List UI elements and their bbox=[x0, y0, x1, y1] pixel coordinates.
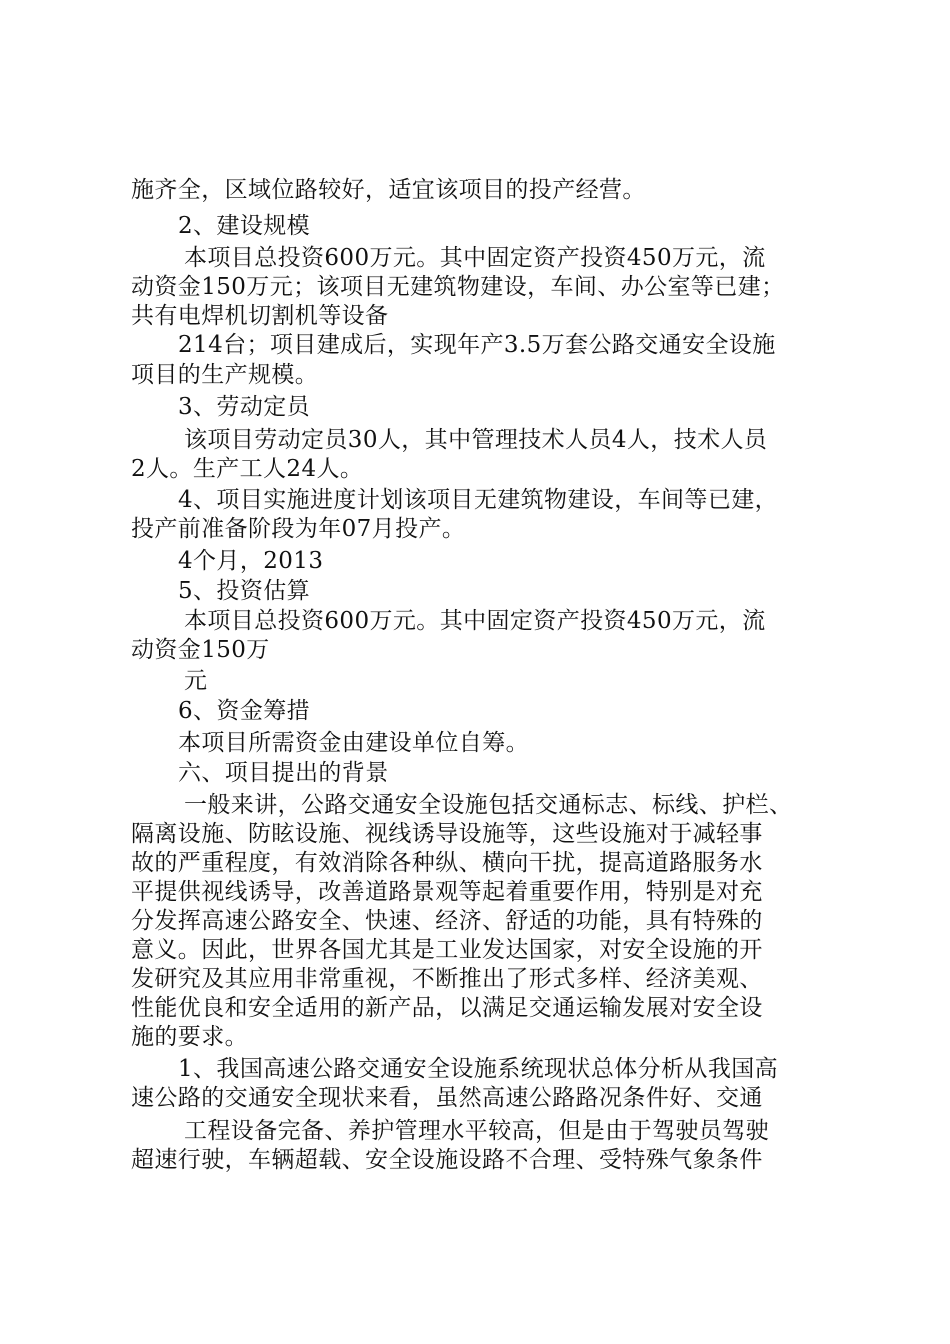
chapter-heading: 六、项目提出的背景 bbox=[178, 760, 389, 786]
text-line: 本项目所需资金由建设单位自筹。 bbox=[178, 730, 529, 756]
text-line: 元 bbox=[184, 668, 208, 694]
section-heading: 4、项目实施进度计划该项目无建筑物建设，车间等已建， bbox=[178, 487, 779, 513]
text-line: 本项目总投资600万元。其中固定资产投资450万元，流 bbox=[184, 245, 766, 271]
text-line: 动资金150万 bbox=[131, 637, 270, 663]
text-line: 4个月，2013 bbox=[178, 548, 324, 574]
text-line: 意义。因此，世界各国尤其是工业发达国家，对安全设施的开 bbox=[131, 937, 763, 963]
text-line: 项目的生产规模。 bbox=[131, 362, 319, 388]
text-line: 发研究及其应用非常重视，不断推出了形式多样、经济美观、 bbox=[131, 966, 763, 992]
text-line: 平提供视线诱导，改善道路景观等起着重要作用，特别是对充 bbox=[131, 879, 763, 905]
section-heading: 5、投资估算 bbox=[178, 578, 311, 604]
text-line: 工程设备完备、养护管理水平较高，但是由于驾驶员驾驶 bbox=[184, 1118, 769, 1144]
section-heading: 6、资金筹措 bbox=[178, 698, 311, 724]
section-heading: 1、我国高速公路交通安全设施系统现状总体分析从我国高 bbox=[178, 1056, 779, 1082]
text-line: 共有电焊机切割机等设备 bbox=[131, 303, 389, 329]
text-line: 投产前准备阶段为年07月投产。 bbox=[131, 516, 466, 542]
text-line: 本项目总投资600万元。其中固定资产投资450万元，流 bbox=[184, 608, 766, 634]
text-line: 隔离设施、防眩设施、视线诱导设施等，这些设施对于减轻事 bbox=[131, 821, 763, 847]
text-line: 超速行驶，车辆超载、安全设施设路不合理、受特殊气象条件 bbox=[131, 1147, 763, 1173]
text-line: 施的要求。 bbox=[131, 1024, 248, 1050]
section-heading: 3、劳动定员 bbox=[178, 394, 311, 420]
text-line: 2人。生产工人24人。 bbox=[131, 456, 364, 482]
text-line: 性能优良和安全适用的新产品，以满足交通运输发展对安全设 bbox=[131, 995, 763, 1021]
text-line: 一般来讲，公路交通安全设施包括交通标志、标线、护栏、 bbox=[184, 792, 793, 818]
text-line: 速公路的交通安全现状来看，虽然高速公路路况条件好、交通 bbox=[131, 1085, 763, 1111]
text-line: 分发挥高速公路安全、快速、经济、舒适的功能，具有特殊的 bbox=[131, 908, 763, 934]
text-line: 214台；项目建成后，实现年产3.5万套公路交通安全设施 bbox=[178, 332, 776, 358]
text-line: 施齐全，区域位路较好，适宜该项目的投产经营。 bbox=[131, 177, 646, 203]
text-line: 故的严重程度，有效消除各种纵、横向干扰，提高道路服务水 bbox=[131, 850, 763, 876]
text-line: 动资金150万元；该项目无建筑物建设，车间、办公室等已建； bbox=[131, 274, 785, 300]
section-heading: 2、建设规模 bbox=[178, 213, 311, 239]
text-line: 该项目劳动定员30人，其中管理技术人员4人，技术人员 bbox=[184, 427, 768, 453]
